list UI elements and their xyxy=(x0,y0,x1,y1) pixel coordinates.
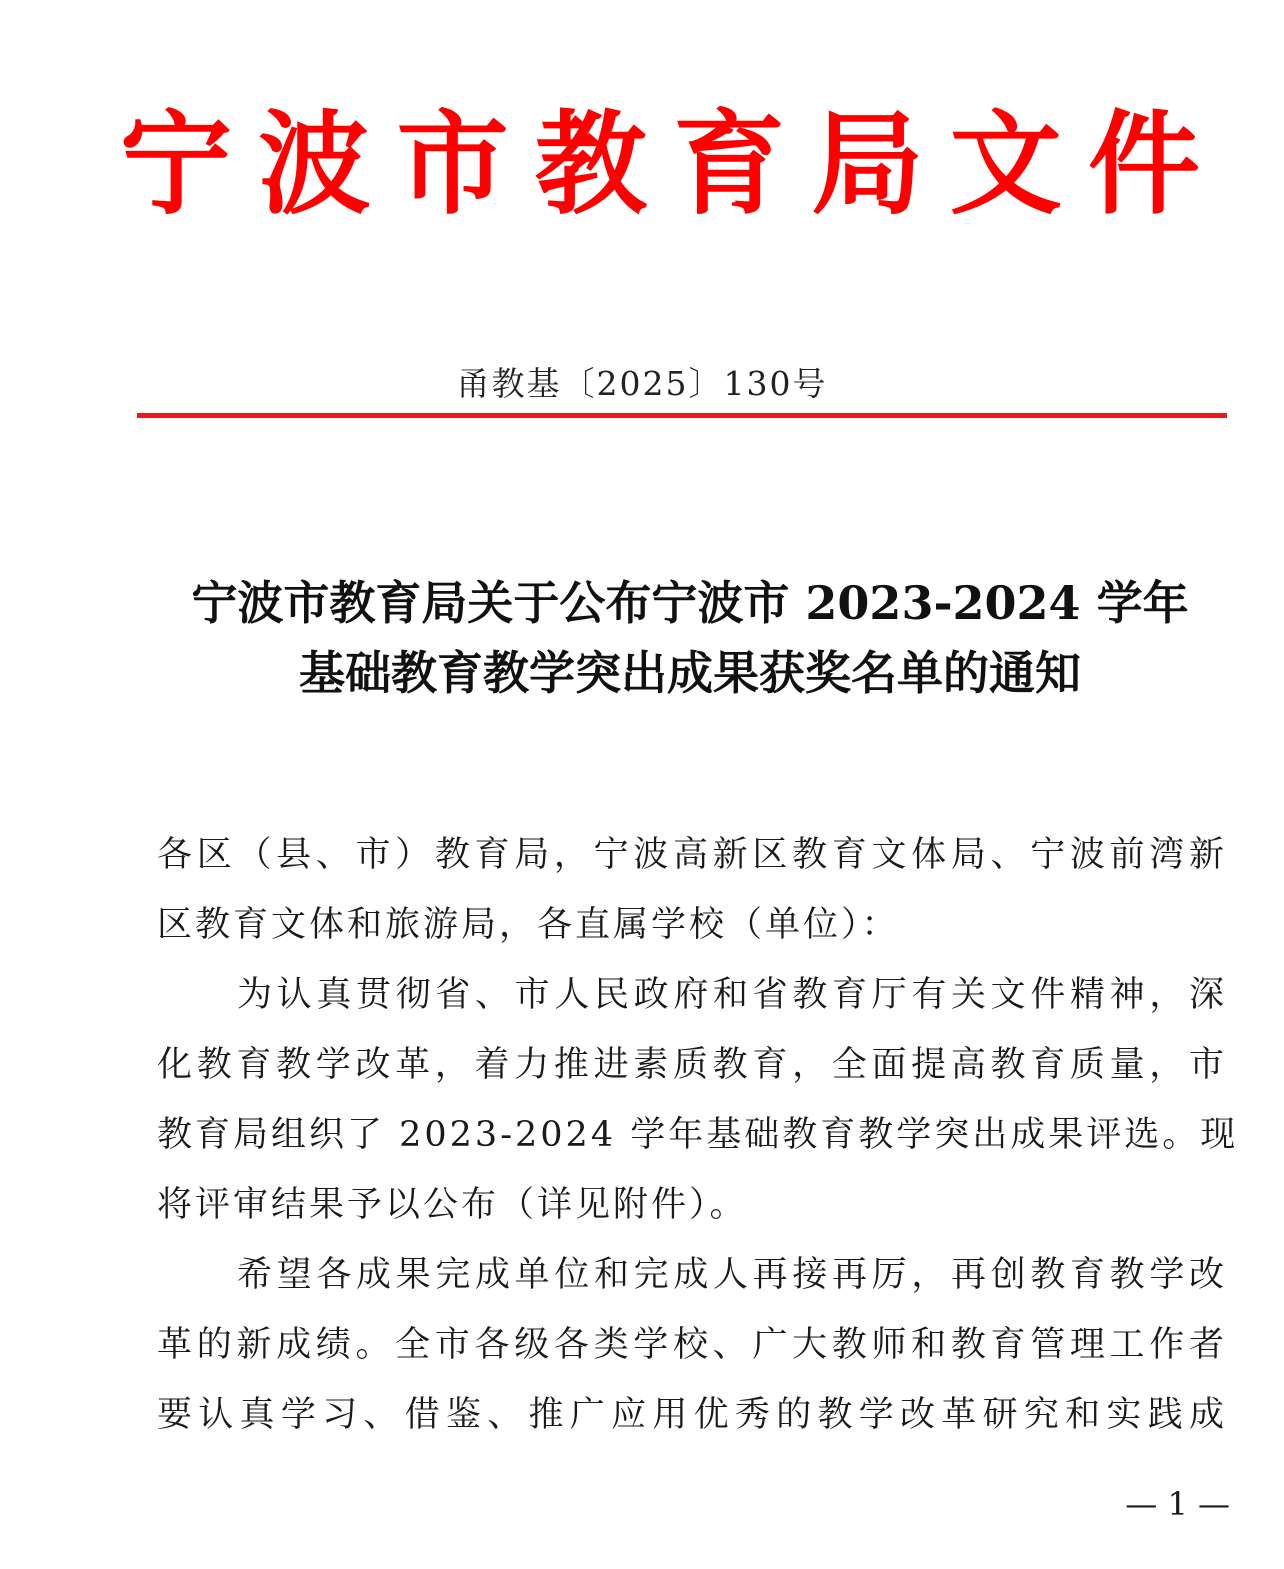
paragraph-2-line-3: 要认真学习、借鉴、推广应用优秀的教学改革研究和实践成 xyxy=(157,1395,1227,1435)
page-number: — 1 — xyxy=(1125,1485,1230,1523)
red-separator-rule xyxy=(137,413,1227,418)
masthead-char: 件 xyxy=(1087,99,1200,230)
paragraph-2-line-2: 革的新成绩。全市各级各类学校、广大教师和教育管理工作者 xyxy=(157,1325,1227,1365)
masthead-char: 教 xyxy=(534,99,647,230)
addressee-line-2: 区教育文体和旅游局，各直属学校（单位）： xyxy=(157,905,900,945)
masthead-char: 波 xyxy=(258,99,371,230)
paragraph-2-line-1: 希望各成果完成单位和完成人再接再厉，再创教育教学改 xyxy=(237,1255,1227,1295)
paragraph-1-line-4: 将评审结果予以公布（详见附件）。 xyxy=(157,1185,748,1225)
masthead-char: 育 xyxy=(673,99,786,230)
document-number: 甬教基〔2025〕130号 xyxy=(456,364,828,403)
masthead-char: 文 xyxy=(949,99,1062,230)
masthead-char: 宁 xyxy=(120,99,232,230)
paragraph-1-line-3: 教育局组织了 2023-2024 学年基础教育教学突出成果评选。现 xyxy=(157,1115,1239,1155)
document-body xyxy=(157,820,1239,1450)
paragraph-1-line-2: 化教育教学改革，着力推进素质教育，全面提高教育质量，市 xyxy=(157,1045,1227,1085)
document-title xyxy=(140,568,1240,708)
masthead-title xyxy=(120,100,1200,230)
masthead-char: 局 xyxy=(811,99,924,230)
title-line-1: 宁波市教育局关于公布宁波市 2023-2024 学年 xyxy=(191,576,1189,630)
title-line-2: 基础教育教学突出成果获奖名单的通知 xyxy=(299,646,1081,700)
addressee-line-1: 各区（县、市）教育局，宁波高新区教育文体局、宁波前湾新 xyxy=(157,835,1227,875)
paragraph-1-line-1: 为认真贯彻省、市人民政府和省教育厅有关文件精神，深 xyxy=(237,975,1227,1015)
masthead-char: 市 xyxy=(396,99,509,230)
